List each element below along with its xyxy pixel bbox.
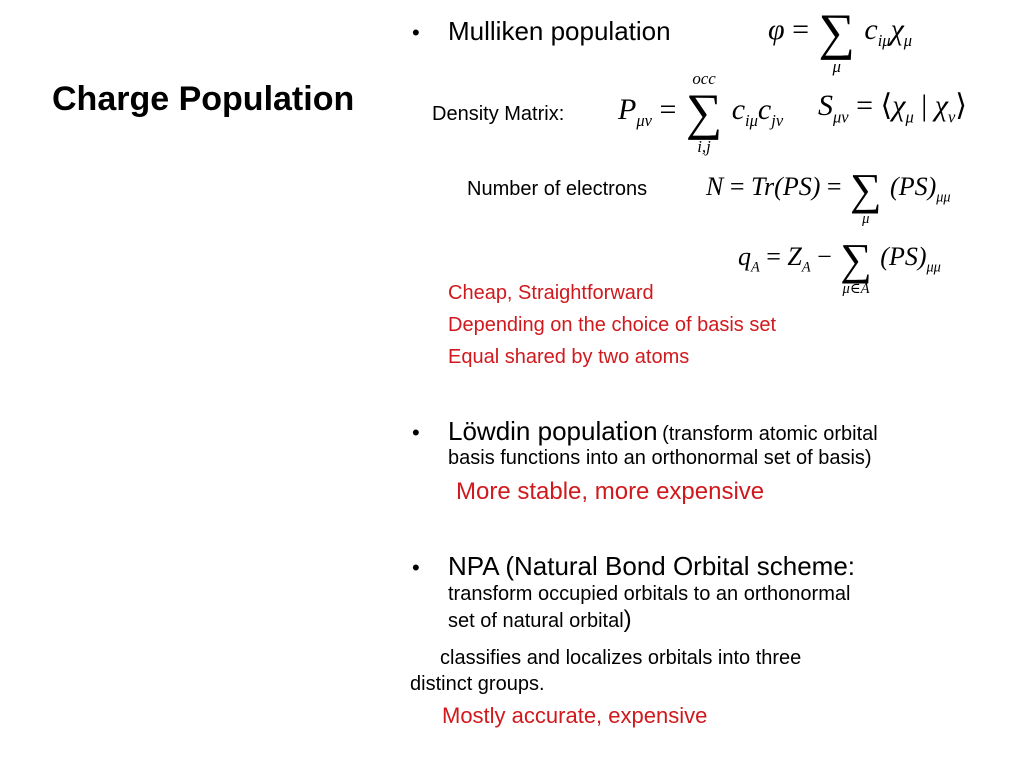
mulliken-wavefunction-equation: φ = ∑ μ $c_{i\mu}\chi_\mu$ bbox=[768, 5, 913, 76]
bullet-dot-icon: • bbox=[412, 555, 420, 580]
overlap-matrix-equation: $S_{\mu\nu}$ = $⟨\chi_\mu$ | $\chi_\nu⟩$ bbox=[818, 89, 967, 127]
lowdin-heading-line bbox=[448, 416, 878, 447]
density-matrix-label: Density Matrix: bbox=[432, 103, 565, 125]
npa-detail: transform occupied orbitals to an orthonormal bbox=[448, 583, 851, 605]
npa-close-paren: ) bbox=[623, 606, 632, 633]
npa-heading: NPA (Natural Bond Orbital scheme: bbox=[448, 551, 856, 581]
lowdin-detail-cont: basis functions into an orthonormal set of basis) bbox=[448, 447, 872, 469]
electron-count-equation: N = Tr(PS) = ∑ μ $(PS)_{\mu\mu}$ bbox=[706, 165, 951, 228]
npa-classify: classifies and localizes orbitals into three bbox=[440, 647, 802, 669]
density-matrix-equation: $P_{\mu\nu}$ = ∑ occ i,j $c_{i\mu}c_{j\nu}$ bbox=[618, 69, 784, 156]
mulliken-note: Depending on the choice of basis set bbox=[448, 314, 776, 336]
bullet-dot-icon: • bbox=[412, 420, 420, 445]
npa-detail-cont: set of natural orbital bbox=[448, 610, 624, 632]
mulliken-note: Cheap, Straightforward bbox=[448, 282, 654, 304]
mulliken-heading: Mulliken population bbox=[448, 16, 671, 46]
lowdin-detail: (transform atomic orbital bbox=[662, 423, 878, 445]
bullet-dot-icon: • bbox=[412, 20, 420, 45]
atomic-charge-equation: $q_A = Z_A$ − ∑ μ∈A $(PS)_{\mu\mu}$ bbox=[738, 235, 941, 298]
electron-count-label: Number of electrons bbox=[467, 178, 648, 200]
lowdin-note: More stable, more expensive bbox=[456, 478, 765, 505]
lowdin-heading: Löwdin population bbox=[448, 416, 658, 446]
npa-classify-cont: distinct groups. bbox=[410, 673, 545, 695]
slide-title: Charge Population bbox=[52, 80, 355, 118]
npa-note: Mostly accurate, expensive bbox=[442, 703, 708, 728]
npa-detail-line bbox=[448, 606, 632, 634]
mulliken-note: Equal shared by two atoms bbox=[448, 346, 690, 368]
